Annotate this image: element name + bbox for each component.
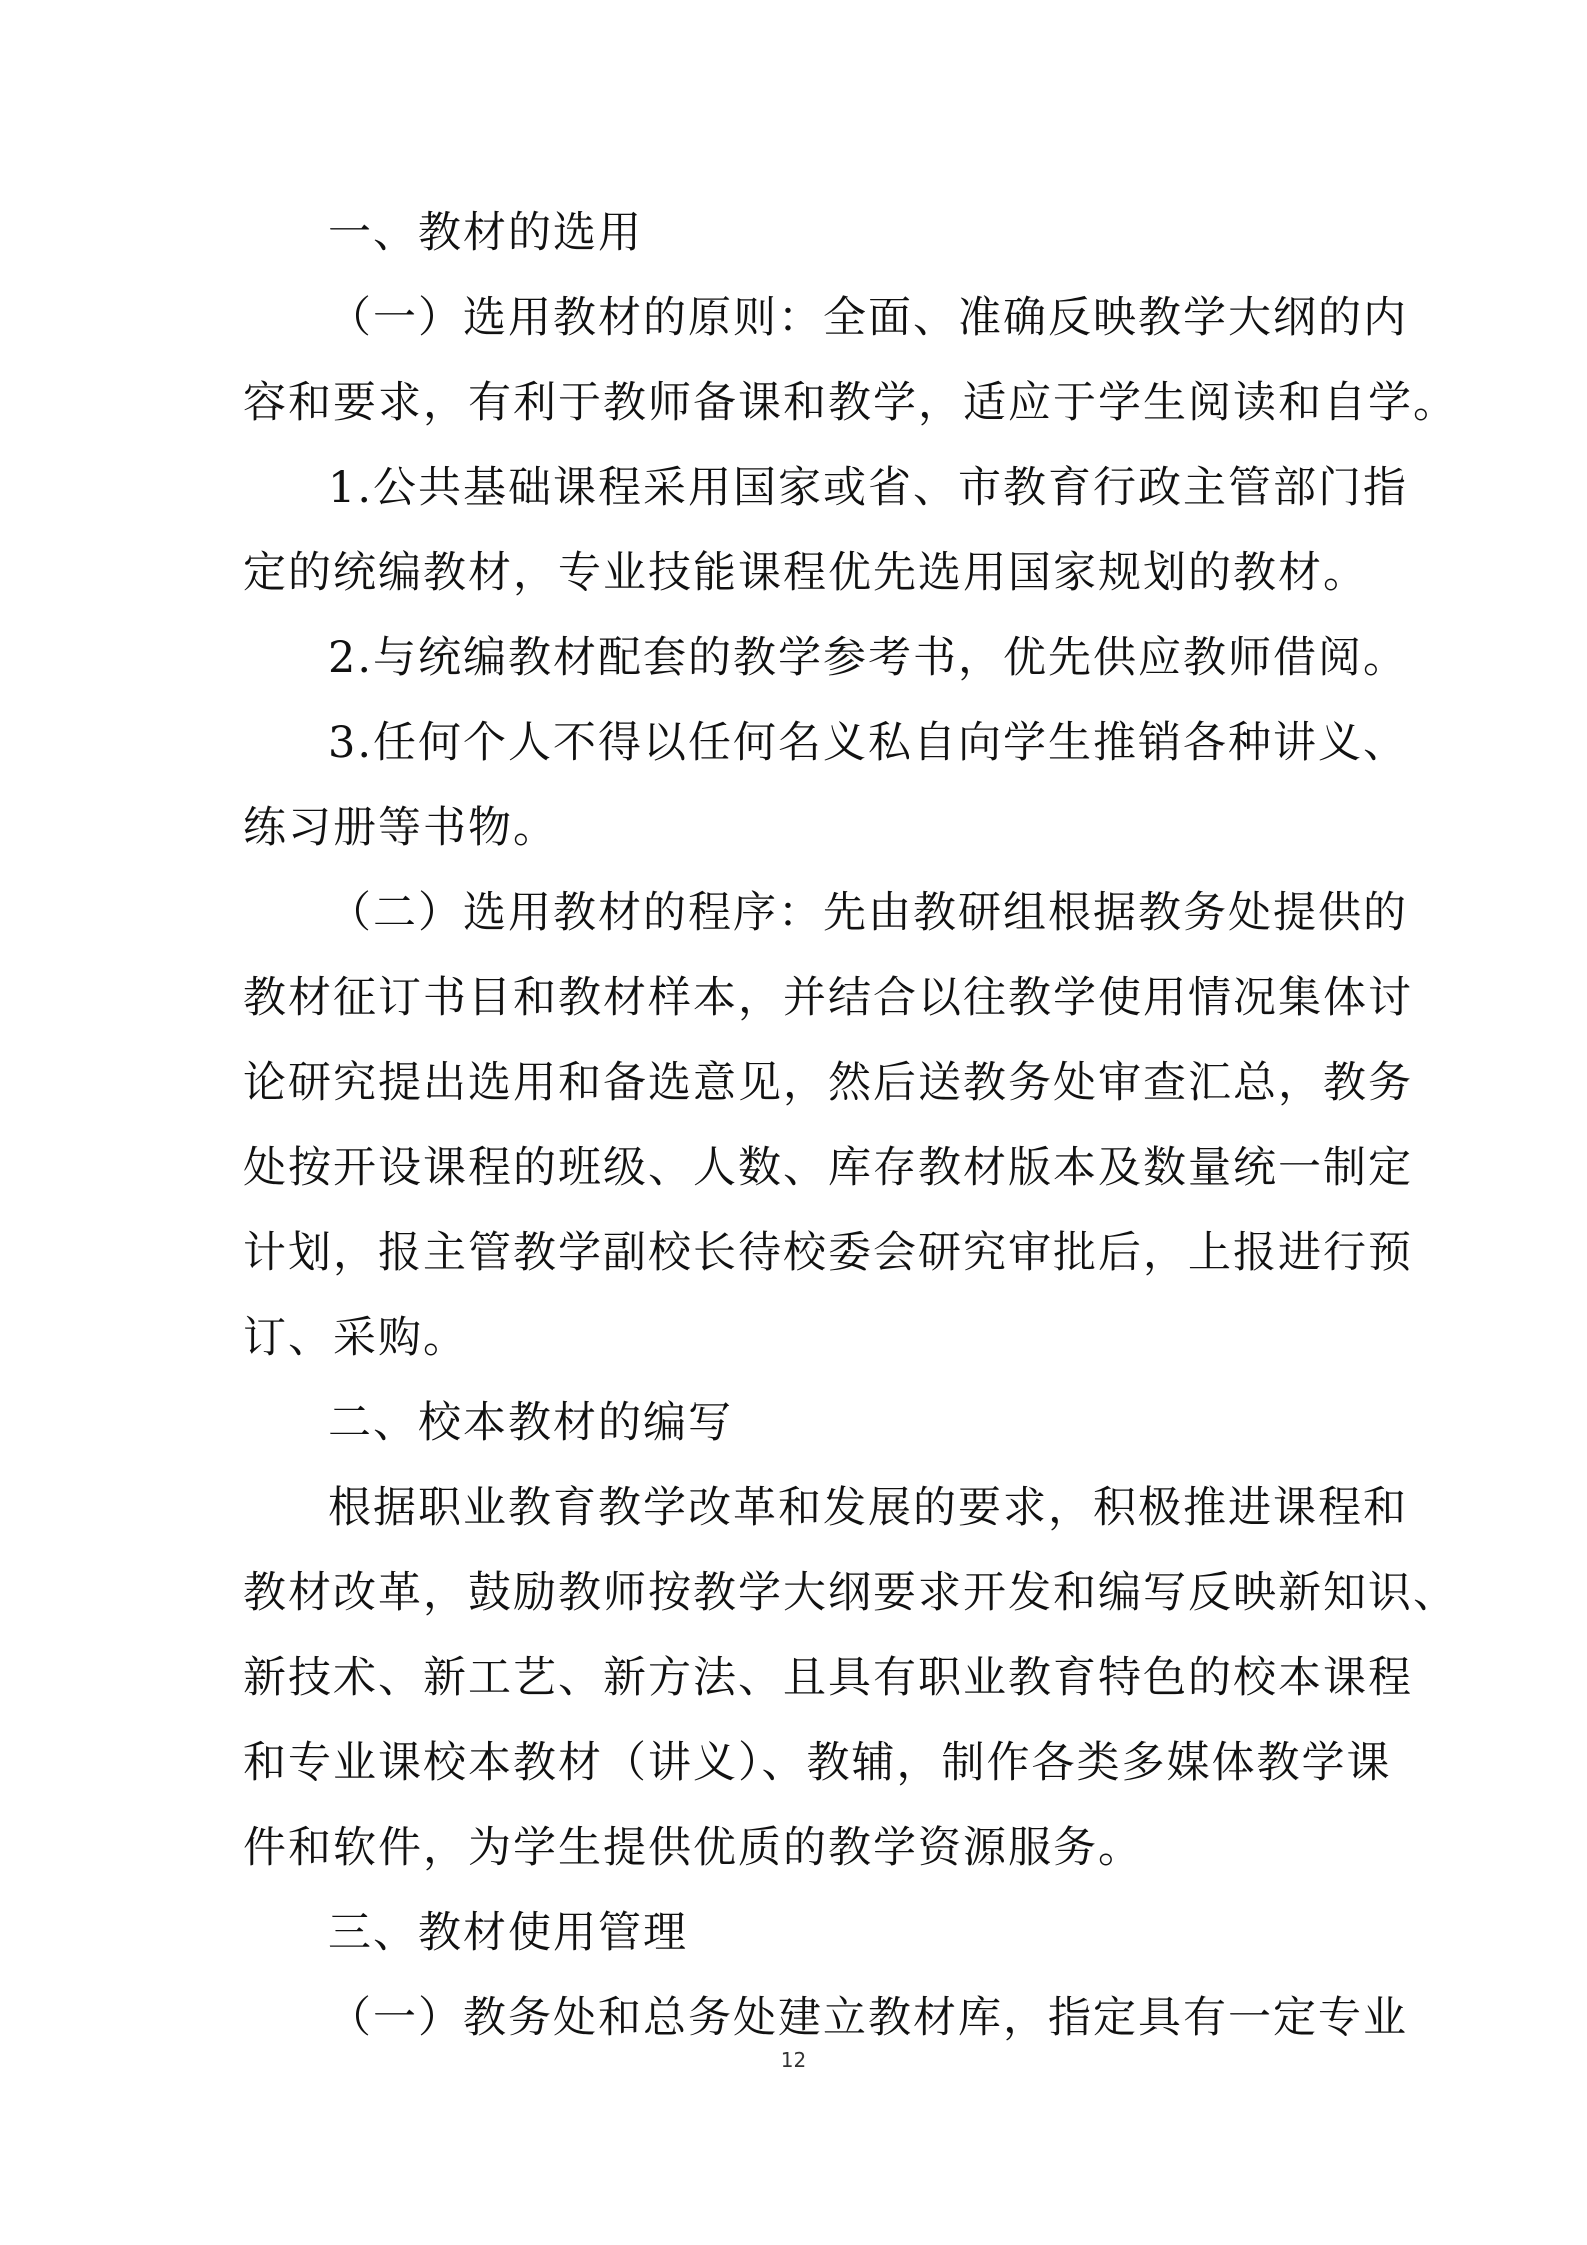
paragraph-line: 1.公共基础课程采用国家或省、市教育行政主管部门指 xyxy=(328,463,1409,513)
paragraph-line: （一）教务处和总务处建立教材库，指定具有一定专业 xyxy=(328,1993,1408,2043)
section-heading-2: 二、校本教材的编写 xyxy=(328,1398,733,1448)
paragraph-line: 2.与统编教材配套的教学参考书，优先供应教师借阅。 xyxy=(328,633,1409,683)
page-number: 12 xyxy=(780,2048,807,2072)
paragraph-line: 容和要求，有利于教师备课和教学，适应于学生阅读和自学。 xyxy=(243,378,1458,428)
section-heading-3: 三、教材使用管理 xyxy=(328,1908,688,1958)
section-heading-1: 一、教材的选用 xyxy=(328,208,643,258)
paragraph-line: 定的统编教材，专业技能课程优先选用国家规划的教材。 xyxy=(243,548,1368,598)
paragraph-line: 教材改革，鼓励教师按教学大纲要求开发和编写反映新知识、 xyxy=(243,1568,1458,1618)
paragraph-line: （一）选用教材的原则：全面、准确反映教学大纲的内 xyxy=(328,293,1408,343)
paragraph-line: 新技术、新工艺、新方法、且具有职业教育特色的校本课程 xyxy=(243,1653,1413,1703)
paragraph-line: 根据职业教育教学改革和发展的要求，积极推进课程和 xyxy=(328,1483,1408,1533)
paragraph-line: 处按开设课程的班级、人数、库存教材版本及数量统一制定 xyxy=(243,1143,1413,1193)
paragraph-line: 练习册等书物。 xyxy=(243,803,558,853)
paragraph-line: 3.任何个人不得以任何名义私自向学生推销各种讲义、 xyxy=(328,718,1409,768)
paragraph-line: 计划，报主管教学副校长待校委会研究审批后，上报进行预 xyxy=(243,1228,1413,1278)
paragraph-line: 论研究提出选用和备选意见，然后送教务处审查汇总，教务 xyxy=(243,1058,1413,1108)
paragraph-line: （二）选用教材的程序：先由教研组根据教务处提供的 xyxy=(328,888,1408,938)
paragraph-line: 和专业课校本教材（讲义）、教辅，制作各类多媒体教学课 xyxy=(243,1738,1392,1788)
paragraph-line: 订、采购。 xyxy=(243,1313,468,1363)
paragraph-line: 件和软件，为学生提供优质的教学资源服务。 xyxy=(243,1823,1143,1873)
paragraph-line: 教材征订书目和教材样本，并结合以往教学使用情况集体讨 xyxy=(243,973,1413,1023)
